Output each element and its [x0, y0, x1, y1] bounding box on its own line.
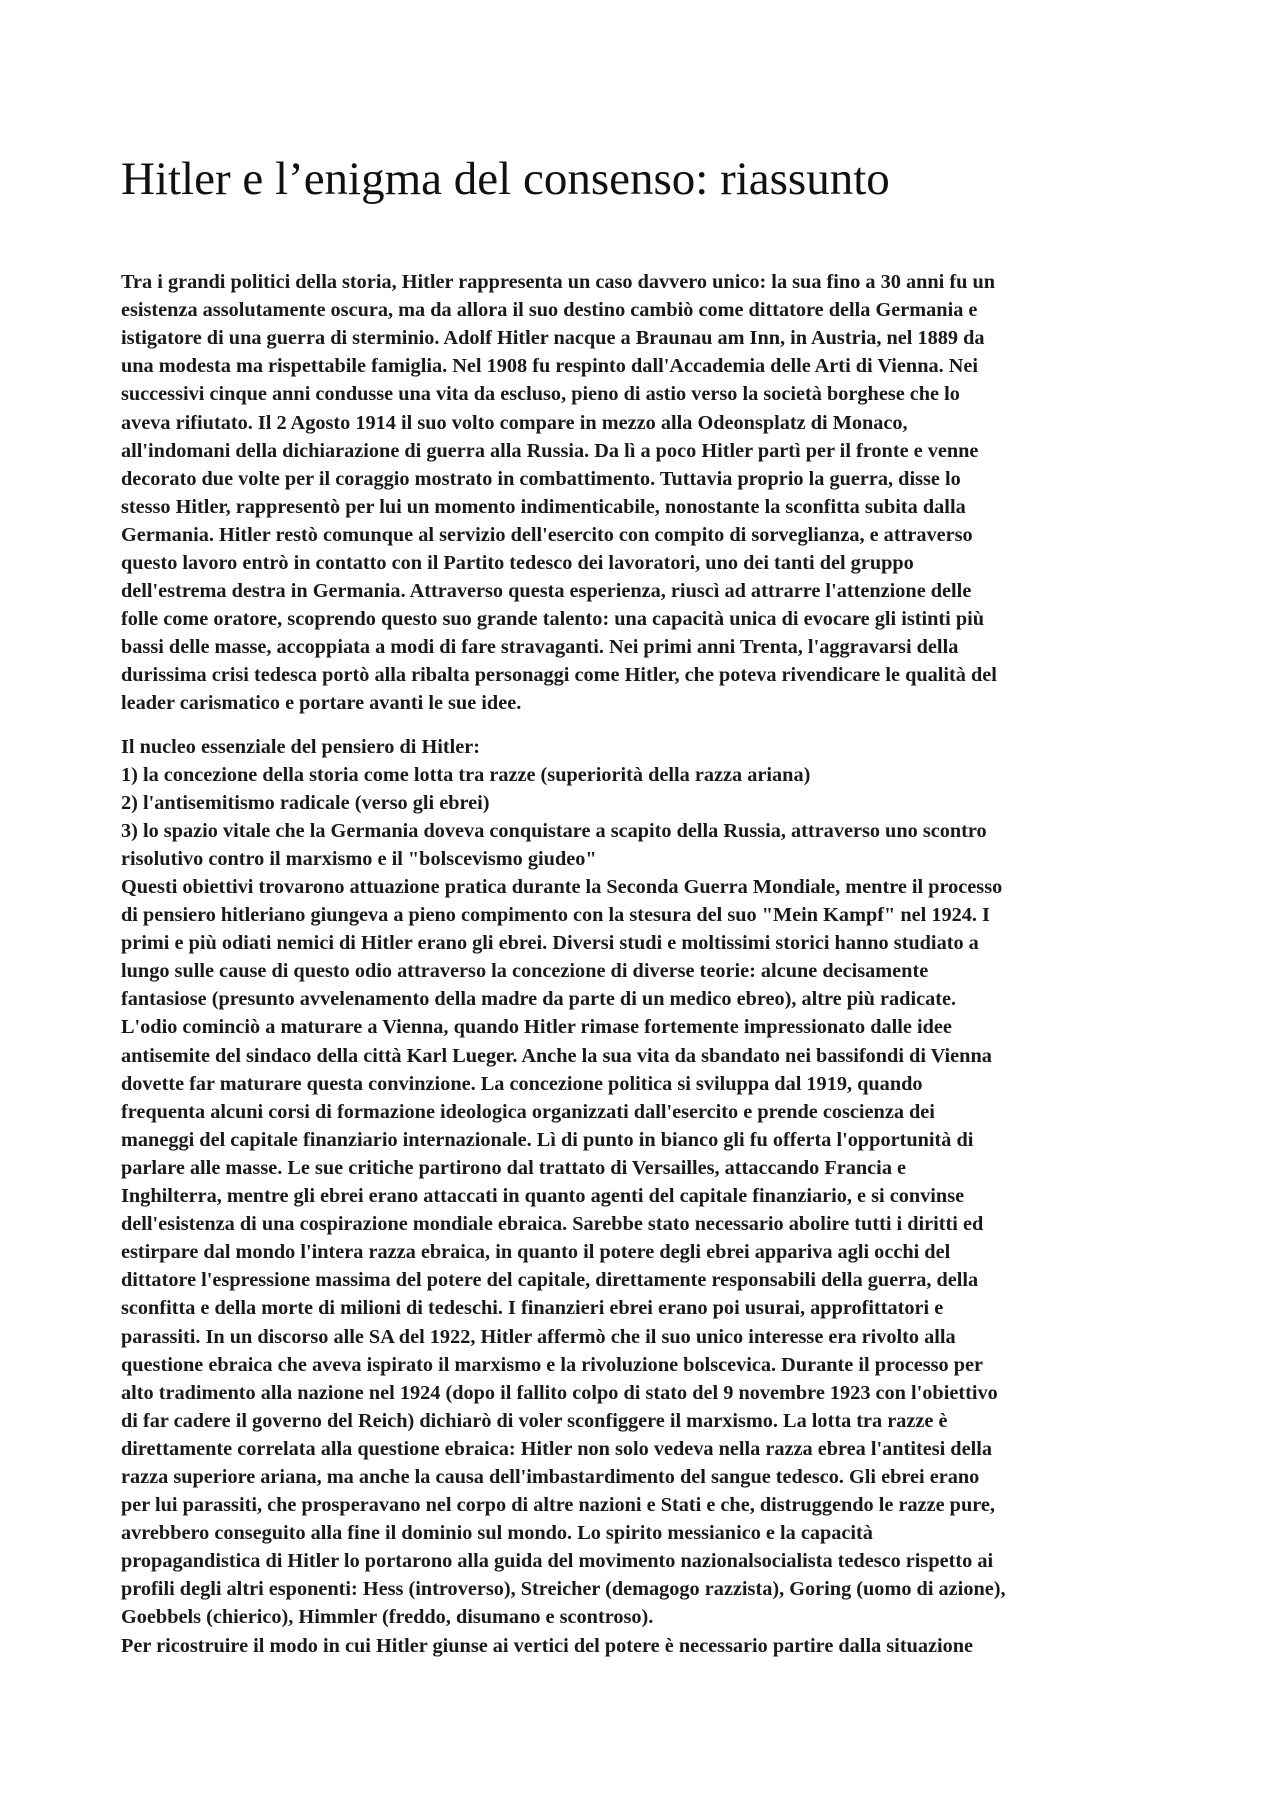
text-line: di far cadere il governo del Reich) dichiarò di voler sconfiggere il marxismo. La lotta tra razze è — [121, 1409, 948, 1432]
text-line: risolutivo contro il marxismo e il "bolscevismo giudeo" — [121, 847, 597, 870]
paragraph-heading: Il nucleo essenziale del pensiero di Hitler: — [121, 735, 481, 758]
text-line: decorato due volte per il coraggio mostrato in combattimento. Tuttavia proprio la guerra, disse lo — [121, 467, 961, 490]
text-line: parassiti. In un discorso alle SA del 1922, Hitler affermò che il suo unico interesse era rivolto alla — [121, 1325, 956, 1348]
text-line: questione ebraica che aveva ispirato il marxismo e la rivoluzione bolscevica. Durante il processo per — [121, 1353, 984, 1376]
text-line: dell'estrema destra in Germania. Attraverso questa esperienza, riuscì ad attrarre l'attenzione delle — [121, 580, 972, 603]
paragraph-vienna — [121, 1013, 1164, 1631]
paragraph-gap — [121, 718, 1164, 733]
text-line: Germania. Hitler restò comunque al servizio dell'esercito con compito di sorveglianza, e attraverso — [121, 523, 973, 546]
text-line: primi e più odiati nemici di Hitler erano gli ebrei. Diversi studi e moltissimi storici hanno studiato a — [121, 932, 979, 955]
text-line: sconfitta e della morte di milioni di tedeschi. I finanzieri ebrei erano poi usurai, approfittatori e — [121, 1297, 944, 1320]
text-line: avrebbero conseguito alla fine il dominio sul mondo. Lo spirito messianico e la capacità — [121, 1522, 873, 1545]
list-item-2: 2) l'antisemitismo radicale (verso gli ebrei) — [121, 791, 490, 814]
text-line: fantasiose (presunto avvelenamento della madre da parte di un medico ebreo), altre più radicate. — [121, 988, 957, 1011]
text-line: estirpare dal mondo l'intera razza ebraica, in quanto il potere degli ebrei appariva agli occhi del — [121, 1241, 951, 1264]
text-line: bassi delle masse, accoppiata a modi di fare stravaganti. Nei primi anni Trenta, l'aggravarsi della — [121, 636, 959, 659]
text-line: aveva rifiutato. Il 2 Agosto 1914 il suo volto compare in mezzo alla Odeonsplatz di Monaco, — [121, 411, 908, 434]
text-line: frequenta alcuni corsi di formazione ideologica organizzati dall'esercito e prende coscienza dei — [121, 1100, 935, 1123]
text-line: Questi obiettivi trovarono attuazione pratica durante la Seconda Guerra Mondiale, mentre il processo — [121, 876, 1003, 899]
text-line: questo lavoro entrò in contatto con il Partito tedesco dei lavoratori, uno dei tanti del gruppo — [121, 551, 914, 574]
document-body — [121, 268, 1164, 1660]
text-line: parlare alle masse. Le sue critiche partirono dal trattato di Versailles, attaccando Francia e — [121, 1156, 907, 1179]
document-title: Hitler e l’enigma del consenso: riassunto — [121, 153, 890, 205]
paragraph-objectives — [121, 873, 1164, 1013]
text-line: una modesta ma rispettabile famiglia. Nel 1908 fu respinto dall'Accademia delle Arti di Vienna. Nei — [121, 355, 979, 378]
text-line: 3) lo spazio vitale che la Germania doveva conquistare a scapito della Russia, attraverso uno scontro — [121, 819, 987, 842]
text-line: profili degli altri esponenti: Hess (introverso), Streicher (demagogo razzista), Goring (uomo di azione), — [121, 1578, 1006, 1601]
text-line: dittatore l'espressione massima del potere del capitale, direttamente responsabili della guerra, della — [121, 1269, 979, 1292]
text-line: maneggi del capitale finanziario internazionale. Lì di punto in bianco gli fu offerta l'opportunità di — [121, 1128, 974, 1151]
text-line: all'indomani della dichiarazione di guerra alla Russia. Da lì a poco Hitler partì per il fronte e venne — [121, 439, 979, 462]
text-line: folle come oratore, scoprendo questo suo grande talento: una capacità unica di evocare gli istinti più — [121, 608, 985, 631]
list-item-3 — [121, 817, 1164, 873]
text-line: lungo sulle cause di questo odio attraverso la concezione di diverse teorie: alcune decisamente — [121, 960, 929, 983]
text-line: successivi cinque anni condusse una vita da escluso, pieno di astio verso la società borghese che lo — [121, 383, 960, 406]
text-line: antisemite del sindaco della città Karl Lueger. Anche la sua vita da sbandato nei bassifondi di Vienna — [121, 1044, 992, 1067]
text-line: alto tradimento alla nazione nel 1924 (dopo il fallito colpo di stato del 9 novembre 1923 con l'obiettivo — [121, 1381, 998, 1404]
text-line: dell'esistenza di una cospirazione mondiale ebraica. Sarebbe stato necessario abolire tutti i diritti ed — [121, 1213, 984, 1236]
text-line: leader carismatico e portare avanti le sue idee. — [121, 692, 522, 715]
text-line: stesso Hitler, rappresentò per lui un momento indimenticabile, nonostante la sconfitta subita dalla — [121, 495, 966, 518]
text-line: razza superiore ariana, ma anche la causa dell'imbastardimento del sangue tedesco. Gli ebrei erano — [121, 1465, 980, 1488]
paragraph-closing: Per ricostruire il modo in cui Hitler giunse ai vertici del potere è necessario partire dalla situazione — [121, 1634, 974, 1657]
text-line: L'odio cominciò a maturare a Vienna, quando Hitler rimase fortemente impressionato dalle idee — [121, 1016, 952, 1039]
text-line: di pensiero hitleriano giungeva a pieno compimento con la stesura del suo "Mein Kampf" nel 1924. I — [121, 904, 990, 927]
text-line: Inghilterra, mentre gli ebrei erano attaccati in quanto agenti del capitale finanziario, e si convinse — [121, 1185, 965, 1208]
text-line: direttamente correlata alla questione ebraica: Hitler non solo vedeva nella razza ebrea l'antitesi della — [121, 1437, 993, 1460]
text-line: propagandistica di Hitler lo portarono alla guida del movimento nazionalsocialista tedesco rispetto ai — [121, 1550, 994, 1573]
text-line: esistenza assolutamente oscura, ma da allora il suo destino cambiò come dittatore della Germania e — [121, 299, 978, 322]
text-line: istigatore di una guerra di sterminio. Adolf Hitler nacque a Braunau am Inn, in Austria, nel 1889 da — [121, 327, 985, 350]
list-item-1: 1) la concezione della storia come lotta tra razze (superiorità della razza ariana) — [121, 763, 811, 786]
text-line: Goebbels (chierico), Himmler (freddo, disumano e scontroso). — [121, 1606, 654, 1629]
paragraph-intro — [121, 268, 1164, 718]
text-line: durissima crisi tedesca portò alla ribalta personaggi come Hitler, che poteva rivendicare le qualità del — [121, 664, 997, 687]
text-line: Tra i grandi politici della storia, Hitler rappresenta un caso davvero unico: la sua fino a 30 anni fu un — [121, 271, 996, 294]
text-line: dovette far maturare questa convinzione. La concezione politica si sviluppa dal 1919, quando — [121, 1072, 923, 1095]
text-line: per lui parassiti, che prosperavano nel corpo di altre nazioni e Stati e che, distruggendo le razze pure, — [121, 1494, 995, 1517]
